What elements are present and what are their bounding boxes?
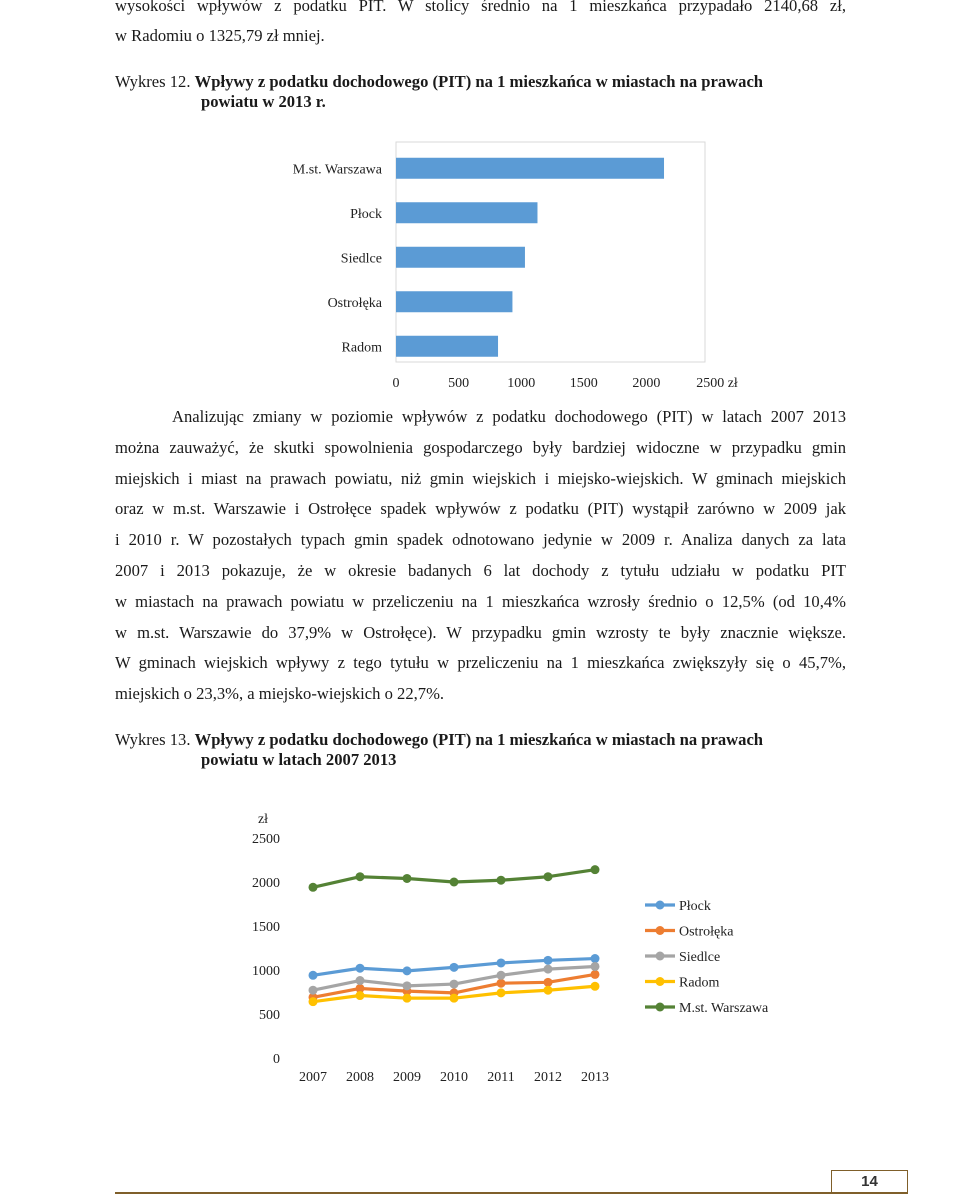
- x-tick-label: 2013: [581, 1070, 609, 1085]
- x-tick-label: 1000: [507, 376, 536, 391]
- x-tick-label: 1500: [569, 376, 598, 391]
- data-point: [497, 979, 506, 988]
- data-point: [450, 878, 459, 887]
- data-point: [544, 956, 553, 965]
- body-line-4: oraz w m.st. Warszawie i Ostrołęce spadek wpływów z podatku (PIT) wystąpił zarówno w 2009 jak: [115, 499, 846, 519]
- body-line-7: w miastach na prawach powiatu w przeliczeniu na 1 mieszkańca wzrosły średnio o 12,5% (od 10,4%: [115, 591, 846, 611]
- figure-12-label: Wykres 12.: [115, 72, 191, 91]
- legend-marker: [656, 1003, 665, 1012]
- data-point: [497, 958, 506, 967]
- data-point: [356, 964, 365, 973]
- bar-category-label: Ostrołęka: [327, 295, 382, 311]
- figure-13-caption: [115, 730, 763, 770]
- x-tick-label: 2010: [440, 1070, 468, 1085]
- data-point: [403, 981, 412, 990]
- body-line-1: Analizując zmiany w poziomie wpływów z podatku dochodowego (PIT) w latach 2007 2013: [172, 407, 846, 426]
- data-point: [544, 872, 553, 881]
- body-line-2: można zauważyć, że skutki spowolnienia gospodarczego były bardziej widoczne w przypadku gmin: [115, 437, 846, 457]
- data-point: [403, 994, 412, 1003]
- intro-paragraph: [115, 0, 846, 51]
- bar-category-label: Siedlce: [340, 251, 382, 267]
- y-tick-label: 500: [259, 1008, 280, 1023]
- data-point: [591, 970, 600, 979]
- body-line-9: W gminach wiejskich wpływy z tego tytułu w przeliczeniu na 1 mieszkańca zwiększyły się o 45,7%,: [115, 653, 846, 673]
- data-point: [497, 988, 506, 997]
- data-point: [403, 874, 412, 883]
- data-point: [309, 971, 318, 980]
- figure-12-title-line-2: powiatu w 2013 r.: [201, 92, 326, 111]
- body-paragraph: [115, 402, 846, 710]
- bar-category-label: M.st. Warszawa: [292, 162, 382, 178]
- body-line-8: w m.st. Warszawie do 37,9% w Ostrołęce). W przypadku gmin wzrosty te były znacznie większe.: [115, 622, 846, 642]
- figure-13-title-line-1: Wpływy z podatku dochodowego (PIT) na 1 mieszkańca w miastach na prawach: [194, 730, 764, 749]
- data-point: [544, 978, 553, 987]
- x-tick-label: 2000: [632, 376, 661, 391]
- footer-rule: [115, 1192, 908, 1194]
- figure-13-label: Wykres 13.: [115, 730, 191, 749]
- data-point: [356, 976, 365, 985]
- bar: [396, 336, 498, 357]
- x-tick-label: 2009: [393, 1070, 421, 1085]
- data-point: [356, 991, 365, 1000]
- bar: [396, 202, 537, 223]
- legend-marker: [656, 977, 665, 986]
- page-number: 14: [831, 1170, 908, 1194]
- intro-line-1: wysokości wpływów z podatku PIT. W stolicy średnio na 1 mieszkańca przypadało 2140,68 zł,: [115, 0, 846, 15]
- data-point: [450, 980, 459, 989]
- data-point: [309, 986, 318, 995]
- bar: [396, 291, 512, 312]
- data-point: [591, 865, 600, 874]
- data-point: [591, 982, 600, 991]
- figure-12-caption: [115, 72, 763, 112]
- legend-label: Radom: [679, 975, 720, 991]
- figure-13-title-line-2: powiatu w latach 2007 2013: [201, 750, 397, 769]
- body-line-5: i 2010 r. W pozostałych typach gmin spadek odnotowano jedynie w 2009 r. Analiza danych za lata: [115, 530, 846, 550]
- bar: [396, 158, 664, 179]
- body-line-10: miejskich o 23,3%, a miejsko-wiejskich o 22,7%.: [115, 684, 445, 704]
- x-tick-label: 2011: [487, 1070, 515, 1085]
- line-chart-2007-2013: [230, 800, 790, 1100]
- data-point: [591, 962, 600, 971]
- y-tick-label: 2000: [252, 876, 280, 891]
- bar-category-label: Płock: [350, 206, 382, 222]
- y-tick-label: 1500: [252, 920, 280, 935]
- legend-marker: [656, 926, 665, 935]
- data-point: [309, 883, 318, 892]
- bar-chart-2013: [280, 138, 760, 398]
- y-tick-label: 0: [273, 1052, 280, 1067]
- legend-label: Siedlce: [679, 950, 721, 965]
- legend-label: Płock: [679, 899, 711, 914]
- x-tick-label: 2007: [299, 1070, 327, 1085]
- data-point: [497, 971, 506, 980]
- x-tick-label: 0: [392, 376, 400, 391]
- data-point: [497, 876, 506, 885]
- data-point: [356, 872, 365, 881]
- bar-category-label: Radom: [341, 340, 382, 356]
- y-tick-label: 2500: [252, 832, 280, 847]
- y-tick-label: 1000: [252, 964, 280, 979]
- legend-label: Ostrołęka: [679, 924, 734, 940]
- x-tick-label: 2012: [534, 1070, 562, 1085]
- data-point: [403, 966, 412, 975]
- figure-12-title-line-1: Wpływy z podatku dochodowego (PIT) na 1 mieszkańca w miastach na prawach: [194, 72, 764, 91]
- body-line-6: 2007 i 2013 pokazuje, że w okresie badanych 6 lat dochody z tytułu udziału w podatku PIT: [115, 560, 846, 580]
- body-line-3: miejskich i miast na prawach powiatu, niż gmin wiejskich i miejsko-wiejskich. W gminach miejskich: [115, 468, 846, 488]
- legend-label: M.st. Warszawa: [679, 1001, 769, 1016]
- data-point: [544, 986, 553, 995]
- x-tick-label: 2008: [346, 1070, 374, 1085]
- y-axis-unit-label: zł: [257, 812, 269, 827]
- x-tick-label: 500: [448, 376, 470, 391]
- data-point: [309, 997, 318, 1006]
- data-point: [544, 965, 553, 974]
- data-point: [450, 963, 459, 972]
- intro-line-2: w Radomiu o 1325,79 zł mniej.: [115, 26, 325, 45]
- bar: [396, 247, 525, 268]
- legend-marker: [656, 901, 665, 910]
- legend-marker: [656, 952, 665, 961]
- x-tick-label: 2500 zł: [696, 376, 738, 391]
- data-point: [450, 994, 459, 1003]
- data-point: [591, 954, 600, 963]
